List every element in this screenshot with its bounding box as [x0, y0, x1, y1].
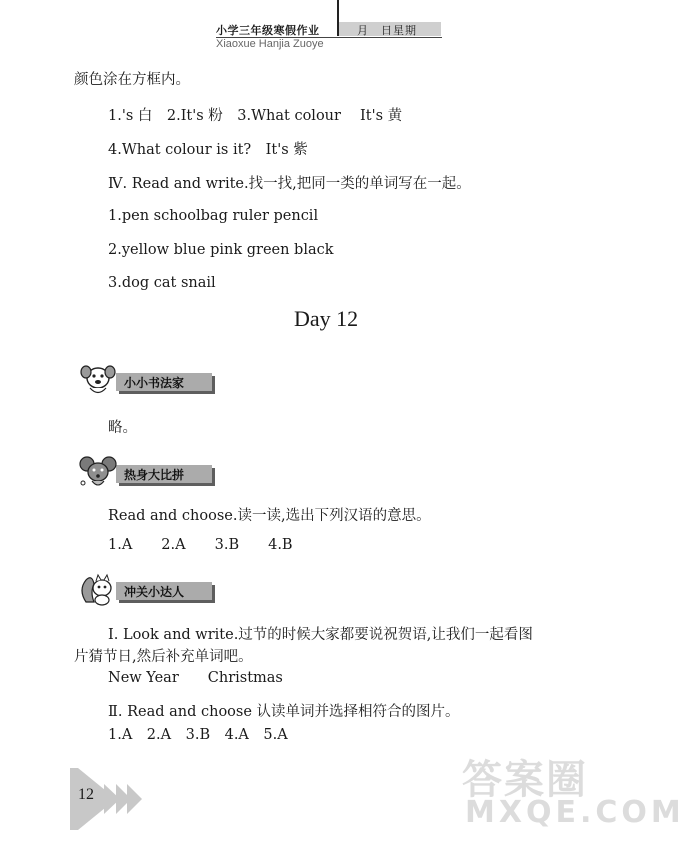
challenge-part2-answers: 1.A 2.A 3.B 4.A 5.A [108, 727, 288, 743]
answer-line: 3.dog cat snail [108, 275, 216, 291]
challenge-part2-instruction: Ⅱ. Read and choose 认读单词并选择相符合的图片。 [108, 704, 460, 720]
warmup-instruction: Read and choose.读一读,选出下列汉语的意思。 [108, 508, 431, 524]
watermark-logo: 答案圈 [462, 757, 588, 803]
mouse-icon [78, 455, 118, 491]
answer-line: 1.pen schoolbag ruler pencil [108, 208, 319, 224]
header-date-fields: 月 日星期 [357, 24, 417, 37]
answer-line: 2.yellow blue pink green black [108, 242, 334, 258]
answer-line-intro: 颜色涂在方框内。 [74, 72, 190, 88]
page-number: 12 [78, 786, 94, 803]
challenge-part1-line1: Ⅰ. Look and write.过节的时候大家都要说祝贺语,让我们一起看图 [108, 627, 533, 643]
section-warmup-header [78, 465, 218, 483]
section-label: 小小书法家 [124, 376, 185, 390]
challenge-part1-line2: 片猜节日,然后补充单词吧。 [74, 649, 253, 665]
section-challenge-header [78, 582, 218, 600]
challenge-part1-answers: New Year Christmas [108, 670, 283, 686]
squirrel-icon [78, 572, 118, 608]
watermark-url: MXQE.COM [465, 795, 685, 830]
section-label: 冲关小达人 [124, 585, 185, 599]
header-subtitle: Xiaoxue Hanjia Zuoye [216, 38, 324, 50]
day-title: Day 12 [294, 306, 359, 331]
answer-line: Ⅳ. Read and write.找一找,把同一类的单词写在一起。 [108, 176, 471, 192]
answer-line: 1.'s 白 2.It's 粉 3.What colour It's 黄 [108, 108, 403, 124]
calligraphy-answer: 略。 [108, 420, 137, 436]
warmup-answers: 1.A 2.A 3.B 4.B [108, 537, 293, 553]
section-calligraphy-header [78, 373, 218, 391]
answer-line: 4.What colour is it? It's 紫 [108, 142, 308, 158]
section-label: 热身大比拼 [124, 468, 185, 482]
bear-icon [78, 363, 118, 399]
header-title: 小学三年级寒假作业 [216, 24, 320, 37]
